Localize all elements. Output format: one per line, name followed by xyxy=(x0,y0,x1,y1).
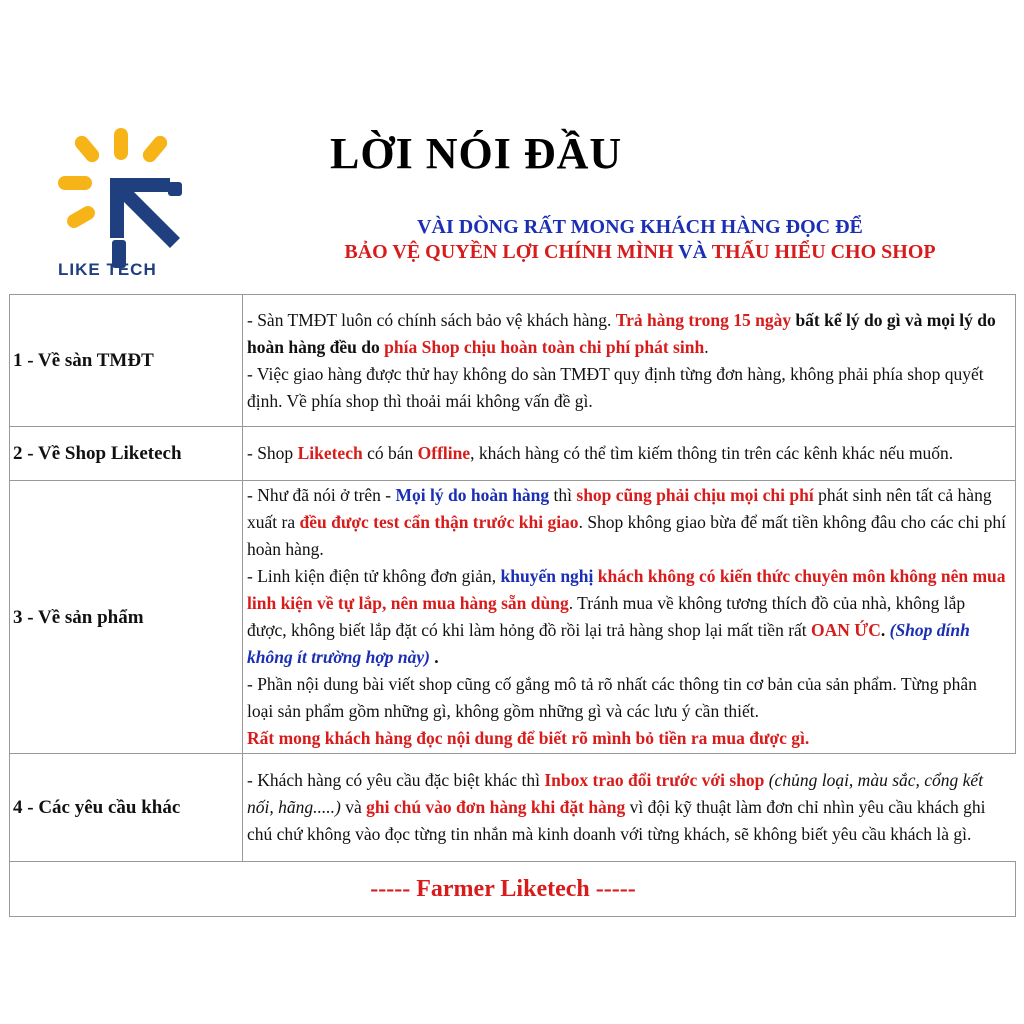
highlight-red: OAN ỨC xyxy=(811,620,881,640)
text: - Sàn TMĐT luôn có chính sách bảo vệ khách hàng. xyxy=(247,309,616,330)
highlight-blue: Mọi lý do hoàn hàng xyxy=(395,485,550,505)
text: - Linh kiện điện tử không đơn giản, xyxy=(247,566,501,586)
row-content xyxy=(243,754,1016,862)
like-tech-logo-icon xyxy=(52,128,202,278)
paragraph xyxy=(247,767,1008,848)
subtitle-red-part: BẢO VỆ QUYỀN LỢI CHÍNH MÌNH xyxy=(344,241,674,263)
text: . xyxy=(704,336,709,357)
table-row-footer xyxy=(10,862,1016,917)
highlight-blue-italic: (Shop dính không ít trường hợp này) xyxy=(247,620,970,667)
text: phát sinh nên tất cả hàng xuất ra xyxy=(247,485,992,532)
highlight-red: ghi chú vào đơn hàng khi đặt hàng xyxy=(366,797,626,817)
highlight-red: Trả hàng trong 15 ngày xyxy=(615,309,792,330)
text: và xyxy=(340,797,367,817)
table-row-tmdt xyxy=(10,295,1016,427)
paragraph xyxy=(247,482,1007,563)
highlight-red: đều được test cẩn thận trước khi giao xyxy=(299,512,579,532)
highlight-red: Offline xyxy=(417,443,471,463)
text: có bán xyxy=(362,443,418,463)
highlight-red: khách không có kiến thức chuyên môn không nên mua linh kiện về tự lắp, nên mua hàng sẵn dùng xyxy=(247,566,1006,613)
row-content xyxy=(243,427,1016,481)
text: - Shop xyxy=(247,443,298,463)
paragraph xyxy=(247,440,1007,467)
text: . Shop không giao bừa để mất tiền không đâu cho các chi phí hoàn hàng. xyxy=(247,512,1007,559)
paragraph xyxy=(247,563,1007,671)
paragraph: - Phần nội dung bài viết shop cũng cố gắng mô tả rõ nhất các thông tin cơ bản của sản phẩm. Từng phân loại sản phẩm gồm những gì, không gồm những gì và các lưu ý cần thiết. xyxy=(247,674,977,721)
subtitle-join: VÀ xyxy=(673,241,712,263)
logo-text: LIKE TECH xyxy=(58,260,157,279)
row-label: 4 - Các yêu cầu khác xyxy=(10,754,243,862)
highlight-red: shop cũng phải chịu mọi chi phí xyxy=(576,485,814,505)
text: , khách hàng có thể tìm kiếm thông tin trên các kênh khác nếu muốn. xyxy=(470,443,954,463)
table-row-product xyxy=(10,481,1016,754)
highlight-red: Liketech xyxy=(297,443,363,463)
row-label: 3 - Về sản phẩm xyxy=(10,481,243,754)
text: vì đội kỹ thuật làm đơn chỉ nhìn yêu cầu khách ghi chú chứ không vào đọc từng tin nhắn mà kinh doanh với từng khách, sẽ không biết yêu cầu khách là gì. xyxy=(247,797,986,844)
footer-signature: ----- Farmer Liketech ----- xyxy=(10,862,1016,917)
paragraph: - Việc giao hàng được thử hay không do sàn TMĐT quy định từng đơn hàng, không phải phía shop quyết định. Về phía shop thì thoải mái không vấn đề gì. xyxy=(247,363,984,411)
table-row-shop xyxy=(10,427,1016,481)
text: thì xyxy=(549,485,577,505)
text-bold: . xyxy=(429,647,439,667)
text: . Tránh mua về không tương thích đồ của nhà, không lắp được, không biết lắp đặt có khi làm hỏng đồ rồi lại trả hàng shop lại mất tiền rất xyxy=(247,593,966,640)
subtitle-end-part: THẤU HIỂU CHO SHOP xyxy=(711,241,936,263)
row-label: 1 - Về sàn TMĐT xyxy=(10,295,243,427)
subtitle-line-1: VÀI DÒNG RẤT MONG KHÁCH HÀNG ĐỌC ĐỂ xyxy=(417,216,863,238)
highlight-red: Inbox trao đổi trước với shop xyxy=(544,770,765,790)
text: - Như đã nói ở trên - xyxy=(247,485,396,505)
row-label: 2 - Về Shop Liketech xyxy=(10,427,243,481)
text-bold: bất kể lý do gì và mọi lý do hoàn hàng đều do xyxy=(247,309,996,357)
paragraph xyxy=(247,307,1007,361)
row-content xyxy=(243,295,1016,427)
paragraph-highlight: Rất mong khách hàng đọc nội dung để biết rõ mình bỏ tiền ra mua được gì. xyxy=(247,728,810,748)
text-bold: . xyxy=(880,620,890,640)
info-table xyxy=(9,294,1016,917)
text: - Khách hàng có yêu cầu đặc biệt khác thì xyxy=(247,770,545,790)
highlight-blue: khuyến nghị xyxy=(500,566,594,586)
table-row-other xyxy=(10,754,1016,862)
subtitle-line-2 xyxy=(260,241,1020,264)
page-title: LỜI NÓI ĐẦU xyxy=(330,129,623,178)
text-italic: (chủng loại, màu sắc, cổng kết nối, hãng.....) xyxy=(247,770,984,817)
highlight-red: phía Shop chịu hoàn toàn chi phí phát sinh xyxy=(384,336,705,357)
row-content xyxy=(243,481,1016,754)
